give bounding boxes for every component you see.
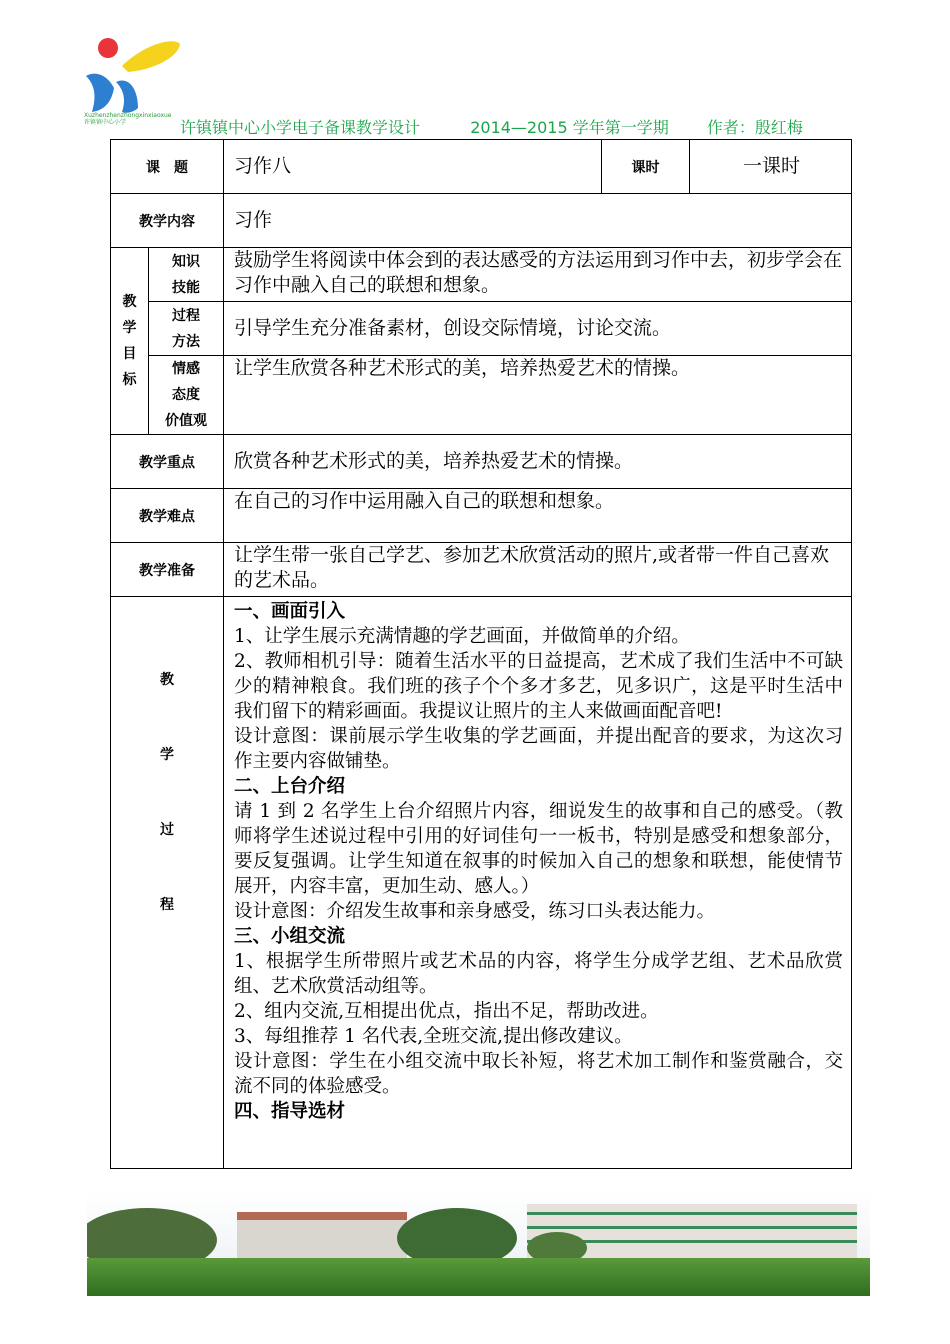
row-key <box>111 435 852 489</box>
row-goal-emotion <box>111 356 852 435</box>
goal-label-line: 态度 <box>172 387 200 403</box>
process-label <box>111 597 224 1169</box>
process-paragraph: 设计意图：学生在小组交流中取长补短，将艺术加工制作和鉴赏融合，交流不同的体验感受。 <box>234 1051 843 1097</box>
goal-text-knowledge: 鼓励学生将阅读中体会到的表达感受的方法运用到习作中去，初步学会在习作中融入自己的联想和想象。 <box>224 248 852 302</box>
process-label-char: 过 <box>160 822 174 838</box>
row-topic <box>111 140 852 194</box>
process-heading: 四、指导选材 <box>234 1101 346 1122</box>
header-term: 2014—2015 学年第一学期 <box>470 118 669 137</box>
goals-label <box>111 248 149 435</box>
goal-label-emotion <box>149 356 224 435</box>
process-heading: 三、小组交流 <box>234 926 346 947</box>
row-goal-knowledge <box>111 248 852 302</box>
goal-label-line: 技能 <box>172 279 200 296</box>
process-paragraph: 1、根据学生所带照片或艺术品的内容，将学生分成学艺组、艺术品欣赏组、艺术欣赏活动组等。 <box>234 951 843 997</box>
goal-text-emotion: 让学生欣赏各种艺术形式的美，培养热爱艺术的情操。 <box>224 356 852 435</box>
goal-label-line: 知识 <box>172 253 200 270</box>
process-paragraph: 设计意图：介绍发生故事和亲身感受，练习口头表达能力。 <box>234 901 716 922</box>
prep-label: 教学准备 <box>111 543 224 597</box>
process-list <box>234 599 843 1124</box>
process-paragraph: 设计意图：课前展示学生收集的学艺画面，并提出配音的要求，为这次习作主要内容做铺垫。 <box>234 726 843 772</box>
content-value: 习作 <box>224 194 852 248</box>
page-header <box>180 115 880 138</box>
process-label-char: 学 <box>160 747 174 763</box>
row-prep <box>111 543 852 597</box>
process-paragraph: 请 1 到 2 名学生上台介绍照片内容，细说发生的故事和自己的感受。（教师将学生述说过程中引用的好词佳句一一板书，特别是感受和想象部分，要反复强调。让学生知道在叙事的时候加入自己的想象和联想，能使情节展开，内容丰富，更加生动、感人。） <box>234 801 843 897</box>
row-process <box>111 597 852 1169</box>
period-value: 一课时 <box>690 140 852 194</box>
process-paragraph: 3、每组推荐 1 名代表,全班交流,提出修改建议。 <box>234 1026 633 1047</box>
logo-caption <box>84 112 172 126</box>
topic-value: 习作八 <box>224 140 602 194</box>
prep-value: 让学生带一张自己学艺、参加艺术欣赏活动的照片,或者带一件自己喜欢的艺术品。 <box>224 543 852 597</box>
process-label-char: 教 <box>160 672 174 688</box>
header-school: 许镇镇中心小学电子备课教学设计 <box>180 118 421 137</box>
content-label: 教学内容 <box>111 194 224 248</box>
logo-caption-latin: Xuzhenzhenzhongxinxiaoxue <box>84 112 172 119</box>
goal-label-line: 方法 <box>172 333 200 350</box>
process-paragraph: 2、教师相机引导：随着生活水平的日益提高，艺术成了我们生活中不可缺少的精神粮食。我们班的孩子个个多才多艺，见多识广，这是平时生活中我们留下的精彩画面。我提议让照片的主人来做画面配音吧! <box>234 651 843 722</box>
period-label: 课时 <box>602 140 690 194</box>
process-paragraph: 1、让学生展示充满情趣的学艺画面，并做简单的介绍。 <box>234 626 690 647</box>
logo-caption-chinese: 许镇镇中心小学 <box>84 119 127 126</box>
row-difficulty <box>111 489 852 543</box>
process-heading: 二、上台介绍 <box>234 776 346 797</box>
process-heading: 一、画面引入 <box>234 601 346 622</box>
process-paragraph: 2、组内交流,互相提出优点，指出不足，帮助改进。 <box>234 1001 659 1022</box>
row-content <box>111 194 852 248</box>
key-value: 欣赏各种艺术形式的美，培养热爱艺术的情操。 <box>224 435 852 489</box>
goal-label-line: 价值观 <box>165 413 207 429</box>
difficulty-label: 教学难点 <box>111 489 224 543</box>
header-author: 作者：殷红梅 <box>706 118 803 137</box>
goals-label-text: 教学目标 <box>122 294 137 388</box>
goal-text-process: 引导学生充分准备素材，创设交际情境，讨论交流。 <box>224 302 852 356</box>
goal-label-line: 过程 <box>172 307 200 324</box>
goal-label-line: 情感 <box>172 361 200 377</box>
topic-label: 课 题 <box>111 140 224 194</box>
process-content <box>224 597 852 1169</box>
key-label: 教学重点 <box>111 435 224 489</box>
lesson-plan-table <box>110 139 852 1169</box>
process-label-char: 程 <box>160 897 174 913</box>
difficulty-value: 在自己的习作中运用融入自己的联想和想象。 <box>224 489 852 543</box>
row-goal-process <box>111 302 852 356</box>
goal-label-knowledge <box>149 248 224 302</box>
campus-photo <box>87 1190 870 1296</box>
goal-label-process <box>149 302 224 356</box>
